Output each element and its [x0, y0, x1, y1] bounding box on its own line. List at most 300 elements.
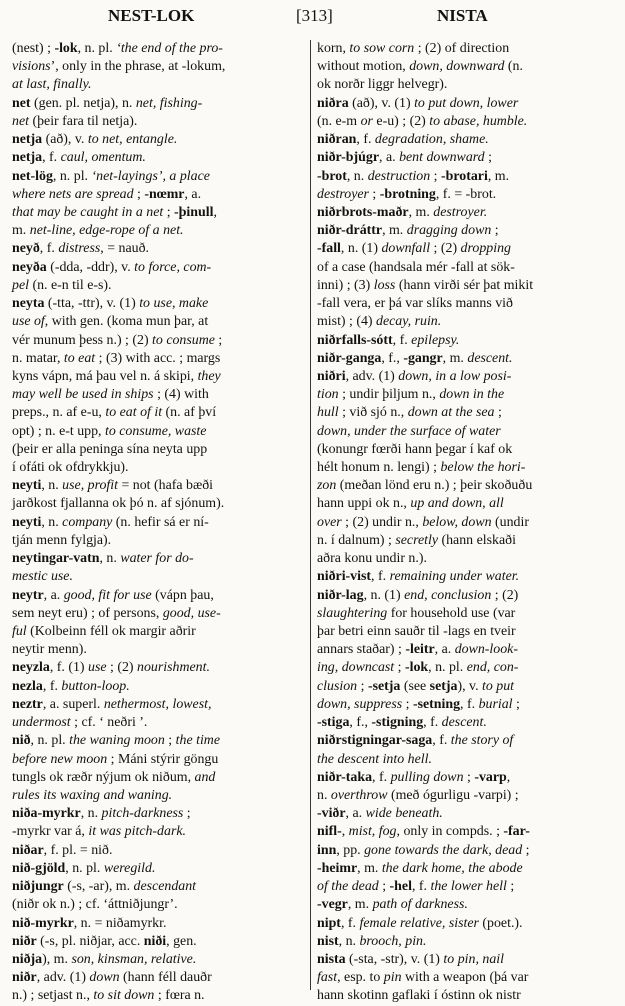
headword: neytingar-vatn — [12, 551, 100, 567]
entry-text: ; — [494, 405, 502, 421]
entry-line — [12, 259, 306, 277]
headword: neyti — [12, 478, 42, 494]
gloss-text: use, profit — [62, 478, 118, 494]
entry-text: , m. — [347, 897, 373, 913]
entry-text: (hann elskaði — [438, 532, 516, 548]
gloss-text: up and down, all — [410, 496, 504, 512]
entry-line — [317, 222, 614, 240]
entry-text: hann uppi ok n., — [317, 496, 411, 512]
entry-line — [317, 732, 614, 750]
entry-line — [317, 404, 614, 422]
entry-line — [12, 240, 306, 258]
gloss-text: below, down — [422, 514, 492, 530]
entry-text: ; (3) with acc. ; margs — [95, 350, 221, 366]
entry-text: (n. hefir sá er ní- — [112, 514, 209, 530]
gloss-text: the waning moon — [69, 733, 165, 749]
entry-line — [317, 58, 614, 76]
entry-line — [317, 168, 614, 186]
entry-text: ; — [183, 806, 191, 822]
entry-text: (-s, -ar), m. — [63, 879, 134, 895]
gloss-text: or — [360, 113, 373, 129]
headword: nist — [317, 933, 339, 949]
gloss-text: use — [88, 660, 107, 676]
entry-line — [317, 659, 614, 677]
headword: niðra — [317, 95, 349, 111]
headword: nezla — [12, 678, 43, 694]
headword: -fall — [317, 241, 341, 257]
entry-text: , a. — [184, 186, 202, 202]
entry-text: = not (hafa bæði — [118, 478, 214, 494]
entry-text: ; — [512, 696, 520, 712]
entry-line — [317, 842, 614, 860]
entry-line — [317, 951, 614, 969]
gloss-text: mist, fog — [348, 824, 397, 840]
entry-line — [317, 969, 614, 987]
gloss-text: ‘net-layings’, a place — [91, 168, 210, 184]
entry-line — [12, 441, 306, 459]
running-header — [0, 6, 625, 30]
gloss-text: that may be caught in a net — [12, 204, 164, 220]
entry-text: ; — [214, 332, 223, 348]
gloss-text: female relative, sister — [359, 915, 479, 931]
entry-text: , = nauð. — [100, 241, 149, 257]
entry-text: n. matar, — [12, 350, 64, 366]
entry-text: , f. — [372, 769, 391, 785]
gloss-text: tion — [317, 387, 339, 403]
gloss-text: end, con- — [466, 660, 519, 676]
headword: -varp — [474, 769, 507, 785]
headword: -nœmr — [144, 186, 185, 202]
entry-line — [12, 769, 306, 787]
gloss-text: dropping — [460, 241, 511, 257]
entry-line — [12, 714, 306, 732]
entry-text: , n. — [346, 168, 368, 184]
entry-text: (að), v. — [42, 132, 88, 148]
entry-text: ; — [378, 879, 390, 895]
entry-line — [317, 568, 614, 586]
gloss-text: descent. — [467, 350, 513, 366]
entry-line — [12, 313, 306, 331]
headword: -leitr — [405, 642, 435, 658]
entry-text: (undir — [491, 514, 529, 530]
headword: nið-myrkr — [12, 915, 74, 931]
entry-text: , n. pl. — [52, 168, 92, 184]
entry-line — [317, 860, 614, 878]
entry-line — [12, 459, 306, 477]
entry-line — [12, 386, 306, 404]
entry-line — [12, 95, 306, 113]
headword: -stiga — [317, 715, 350, 731]
entry-line — [12, 477, 306, 495]
gloss-text: the story of — [450, 733, 514, 749]
entry-line — [317, 113, 614, 131]
entry-line — [317, 678, 614, 696]
entry-text: ; fœra n. — [154, 988, 205, 1004]
gloss-text: to force, com- — [134, 259, 212, 275]
headword: niðr-taka — [317, 769, 373, 785]
gloss-text: to net, entangle. — [87, 132, 178, 148]
headword: niðr-lag — [317, 587, 364, 603]
entry-line — [317, 550, 614, 568]
gloss-text: descendant — [133, 879, 197, 895]
entry-line — [12, 860, 306, 878]
gloss-text: visions — [12, 59, 51, 75]
entry-text: í ofáti ok ofdrykkju). — [12, 460, 129, 476]
headword: neyta — [12, 296, 45, 312]
entry-line — [317, 186, 614, 204]
entry-line — [317, 40, 614, 58]
entry-line — [317, 76, 614, 94]
gloss-text: where nets are spread — [12, 186, 134, 202]
entry-text: , f. — [423, 715, 442, 731]
gloss-text: descent. — [441, 715, 487, 731]
headword: -brot — [317, 168, 347, 184]
gloss-text: slaughtering — [317, 605, 388, 621]
entry-text: (n. e-n til e-s). — [28, 277, 112, 293]
entry-text: , f., — [349, 715, 372, 731]
entry-text: (n. af því — [162, 405, 217, 421]
entry-text: ; (2) — [491, 587, 519, 603]
gloss-text: to use, make — [139, 296, 209, 312]
entry-text: (n. — [504, 59, 523, 75]
entry-line — [12, 295, 306, 313]
entry-line — [12, 933, 306, 951]
headword: niða-myrkr — [12, 806, 81, 822]
headword: nipt — [317, 915, 341, 931]
gloss-text: below the hori- — [440, 460, 526, 476]
entry-text: , f. (1) — [49, 660, 88, 676]
gloss-text: pin — [383, 970, 402, 986]
entry-line — [12, 332, 306, 350]
entry-line — [317, 95, 614, 113]
headword: niðar — [12, 842, 44, 858]
entry-text: (-tta, -ttr), v. (1) — [44, 296, 140, 312]
entry-text: , gen. — [166, 933, 197, 949]
entry-text: ; — [484, 150, 492, 166]
entry-text: , m. — [442, 350, 468, 366]
entry-line — [317, 805, 614, 823]
entry-line — [317, 441, 614, 459]
entry-text: (see — [400, 678, 430, 694]
headword: niðr-dráttr — [317, 223, 383, 239]
gloss-text: destruction — [367, 168, 431, 184]
entry-line — [12, 168, 306, 186]
gloss-text: the descent into hell. — [317, 751, 432, 767]
entry-text: , a. — [379, 150, 400, 166]
entry-text: , adv. (1) — [36, 970, 90, 986]
entry-line — [317, 259, 614, 277]
gloss-text: down in the — [439, 387, 505, 403]
gloss-text: to eat — [63, 350, 96, 366]
gloss-text: down, under the surface of water — [317, 423, 501, 439]
entry-line — [12, 951, 306, 969]
headword: -brotari — [441, 168, 488, 184]
entry-line — [317, 623, 614, 641]
gloss-text: company — [62, 514, 113, 530]
entry-text: ), v. — [457, 678, 483, 694]
gloss-text: water for do- — [120, 551, 194, 567]
entry-text: , — [341, 824, 349, 840]
entry-line — [317, 514, 614, 532]
gloss-text: to sit down — [93, 988, 155, 1004]
entry-line — [317, 313, 614, 331]
gloss-text: they — [197, 368, 221, 384]
entry-text: (poet.). — [478, 915, 523, 931]
entry-line — [12, 623, 306, 641]
entry-text: opt) ; n. e-t upp, — [12, 423, 105, 439]
entry-text: (gen. pl. netja), n. — [30, 95, 136, 111]
entry-text: aðra konu undir n.). — [317, 551, 427, 567]
entry-line — [317, 696, 614, 714]
entry-text: , n. — [41, 478, 63, 494]
gloss-text: nethermost, lowest, — [103, 696, 212, 712]
headword: -stigning — [371, 715, 424, 731]
gloss-text: ‘the end of the pro- — [116, 41, 223, 56]
entry-text: for household use (var — [387, 605, 516, 621]
entry-text: , n. pl. — [428, 660, 467, 676]
entry-line — [317, 423, 614, 441]
gloss-text: pulling down — [390, 769, 464, 785]
gloss-text: to put down, lower — [414, 95, 519, 111]
entry-text: , n. pl. — [77, 41, 117, 56]
gloss-text: secretly — [395, 532, 439, 548]
gloss-text: dragging down — [406, 223, 492, 239]
entry-text: n. — [317, 787, 331, 803]
entry-line — [12, 659, 306, 677]
gloss-text: fast — [317, 970, 338, 986]
entry-line — [12, 222, 306, 240]
entry-text: , f. — [42, 678, 62, 694]
gloss-text: good, use- — [162, 605, 221, 621]
entry-text: ; — [402, 696, 413, 712]
entry-text: , f. — [39, 241, 59, 257]
entry-text: ’, only in the phrase, at -lokum, — [50, 59, 226, 75]
headword: niðri-vist — [317, 569, 372, 585]
entry-text: (konungr fœrði hann þegar í kaf ok — [317, 441, 513, 457]
entry-line — [317, 605, 614, 623]
entry-text: , only in compds. ; — [396, 824, 504, 840]
entry-text: (niðr ok n.) ; cf. ‘áttniðjungr’. — [12, 897, 178, 913]
entry-line — [12, 969, 306, 987]
entry-text: , n. — [99, 551, 121, 567]
entry-text: (n. e-m — [317, 113, 361, 129]
gloss-text: bent downward — [399, 150, 485, 166]
gloss-text: wide beneath. — [365, 806, 443, 822]
gloss-text: at last, finally. — [12, 77, 92, 93]
headword: nið-gjöld — [12, 860, 66, 876]
headword: neyða — [12, 259, 47, 275]
entry-text: (Kolbeinn féll ok margir aðrir — [26, 624, 196, 639]
entry-line — [12, 696, 306, 714]
entry-text: ), m. — [42, 951, 72, 967]
entry-line — [12, 805, 306, 823]
gloss-text: loss — [373, 277, 396, 293]
gloss-text: down — [89, 970, 120, 986]
entry-line — [12, 605, 306, 623]
gloss-text: pel — [12, 277, 29, 293]
entry-text: e-u) ; (2) — [372, 113, 430, 129]
entry-line — [317, 915, 614, 933]
entry-text: (þeir fara til netja). — [28, 113, 138, 129]
entry-line — [12, 350, 306, 368]
entry-line — [317, 495, 614, 513]
entry-text: (hann virði sér þat mikit — [395, 277, 534, 293]
entry-line — [317, 149, 614, 167]
entry-text: , pp. — [336, 842, 365, 858]
entry-text: ; — [430, 168, 442, 184]
entry-line — [12, 423, 306, 441]
gloss-text: ing, downcast — [317, 660, 395, 676]
entry-text: ; undir þiljum n., — [338, 387, 440, 403]
headword: niðrstigningar-saga — [317, 733, 433, 749]
entry-line — [317, 532, 614, 550]
gloss-text: to put — [482, 678, 515, 694]
headword: -brotning — [379, 186, 436, 202]
entry-text: , a. — [434, 642, 455, 658]
entry-text: inni) ; (3) — [317, 277, 374, 293]
entry-line — [12, 823, 306, 841]
headword: niðjungr — [12, 879, 64, 895]
entry-line — [317, 751, 614, 769]
gloss-text: down-look- — [454, 642, 518, 658]
entry-line — [317, 987, 614, 1005]
entry-text: ; — [163, 204, 175, 220]
headword: setja — [429, 678, 458, 694]
header-right-headword: NISTA — [437, 6, 488, 25]
entry-line — [317, 714, 614, 732]
gloss-text: distress — [58, 241, 101, 257]
headword: niðr-ganga — [317, 350, 382, 366]
gloss-text: to abase, humble. — [429, 113, 528, 129]
headword: inn — [317, 842, 337, 858]
entry-text: , f. — [392, 332, 412, 348]
entry-line — [12, 550, 306, 568]
headword: niðrbrots-maðr — [317, 204, 409, 220]
headword: -lok — [54, 41, 78, 56]
entry-text: , n. — [41, 514, 63, 530]
entry-text: , f. — [371, 569, 390, 585]
entry-text: ; (4) with — [153, 387, 209, 403]
entry-line — [317, 459, 614, 477]
entry-text: (vápn þau, — [151, 587, 214, 603]
gloss-text: use of — [12, 314, 45, 330]
entry-line — [12, 751, 306, 769]
entry-text: ; — [133, 186, 145, 202]
entry-text: , — [213, 204, 217, 220]
headword: niðr — [12, 970, 37, 986]
entry-text: , m. — [487, 168, 510, 184]
entry-text: (-sta, -str), v. (1) — [345, 951, 444, 967]
entry-line — [317, 277, 614, 295]
entry-line — [317, 587, 614, 605]
gloss-text: mestic use. — [12, 569, 73, 585]
entry-text: , n. pl. — [30, 733, 70, 749]
entry-text: , f. — [432, 733, 451, 749]
entry-text: , n. (1) — [363, 587, 405, 603]
gloss-text: decay, ruin. — [376, 314, 442, 330]
gloss-text: down at the sea — [407, 405, 495, 421]
headword: net — [12, 95, 31, 111]
entry-line — [12, 149, 306, 167]
entry-text: n. í dalnum) ; — [317, 532, 396, 548]
entry-line — [12, 495, 306, 513]
gloss-text: down, suppress — [317, 696, 403, 712]
column-divider — [310, 40, 311, 990]
headword: -vegr — [317, 897, 348, 913]
headword: -setning — [412, 696, 461, 712]
gloss-text: gone towards the dark, dead — [364, 842, 523, 858]
headword: -viðr — [317, 806, 346, 822]
entry-text: n.) ; setjast n., — [12, 988, 94, 1004]
entry-text: with a weapon (þá var — [401, 970, 529, 986]
entry-text: annars staðar) ; — [317, 642, 406, 658]
gloss-text: ful — [12, 624, 27, 639]
gloss-text: before new moon — [12, 751, 108, 767]
entry-line — [317, 933, 614, 951]
gloss-text: overthrow — [330, 787, 388, 803]
right-column — [317, 40, 614, 1006]
entry-text: , f. — [460, 696, 479, 712]
entry-text: ; — [357, 678, 368, 694]
entry-line — [317, 769, 614, 787]
entry-text: þar betri einn sauðr til -lags en tveir — [317, 624, 516, 639]
entry-line — [12, 131, 306, 149]
entry-line — [12, 113, 306, 131]
entry-text: , f. pl. = nið. — [43, 842, 113, 858]
header-left-headword: NEST-LOK — [108, 6, 195, 25]
gloss-text: net — [12, 113, 29, 129]
entry-line — [12, 76, 306, 94]
entry-text: , m. — [357, 860, 382, 876]
gloss-text: good, fit for use — [63, 587, 152, 603]
entry-text: vér munum þess n.) ; (2) — [12, 332, 153, 348]
gloss-text: and — [194, 769, 216, 785]
entry-line — [12, 58, 306, 76]
entry-line — [317, 878, 614, 896]
gloss-text: of the dead — [317, 879, 379, 895]
entry-text: (þeir er alla peninga sína neyta upp — [12, 441, 208, 457]
entry-line — [12, 514, 306, 532]
entry-text: preps., n. af e-u, — [12, 405, 106, 421]
entry-text: , n. — [80, 806, 102, 822]
gloss-text: it was pitch-dark. — [88, 824, 186, 840]
entry-text: (með ógurligu -varpi) ; — [387, 787, 519, 803]
entry-text: (-s, pl. niðjar, acc. — [36, 933, 144, 949]
gloss-text: the dark home, the abode — [381, 860, 523, 876]
entry-line — [12, 878, 306, 896]
entry-line — [12, 678, 306, 696]
gloss-text: caul, omentum. — [60, 150, 146, 166]
gloss-text: to consume — [152, 332, 215, 348]
entry-line — [317, 350, 614, 368]
headword: neyzla — [12, 660, 50, 676]
headword: netja — [12, 132, 43, 148]
gloss-text: epilepsy. — [411, 332, 460, 348]
gloss-text: remaining under water. — [389, 569, 520, 585]
headword: -gangr — [403, 350, 443, 366]
entry-text: , n. = niðamyrkr. — [73, 915, 167, 931]
entry-text: tján menn fylgja). — [12, 532, 112, 548]
entry-text: , with gen. (koma mun þar, at — [44, 314, 209, 330]
entry-line — [317, 368, 614, 386]
entry-text: ; (2) of direction — [414, 41, 510, 56]
entry-text: ; (2) — [106, 660, 138, 676]
entry-line — [317, 787, 614, 805]
gloss-text: weregild. — [103, 860, 156, 876]
gloss-text: down, downward — [409, 59, 505, 75]
entry-text: , f. — [356, 132, 375, 148]
entry-text: , a. — [345, 806, 366, 822]
